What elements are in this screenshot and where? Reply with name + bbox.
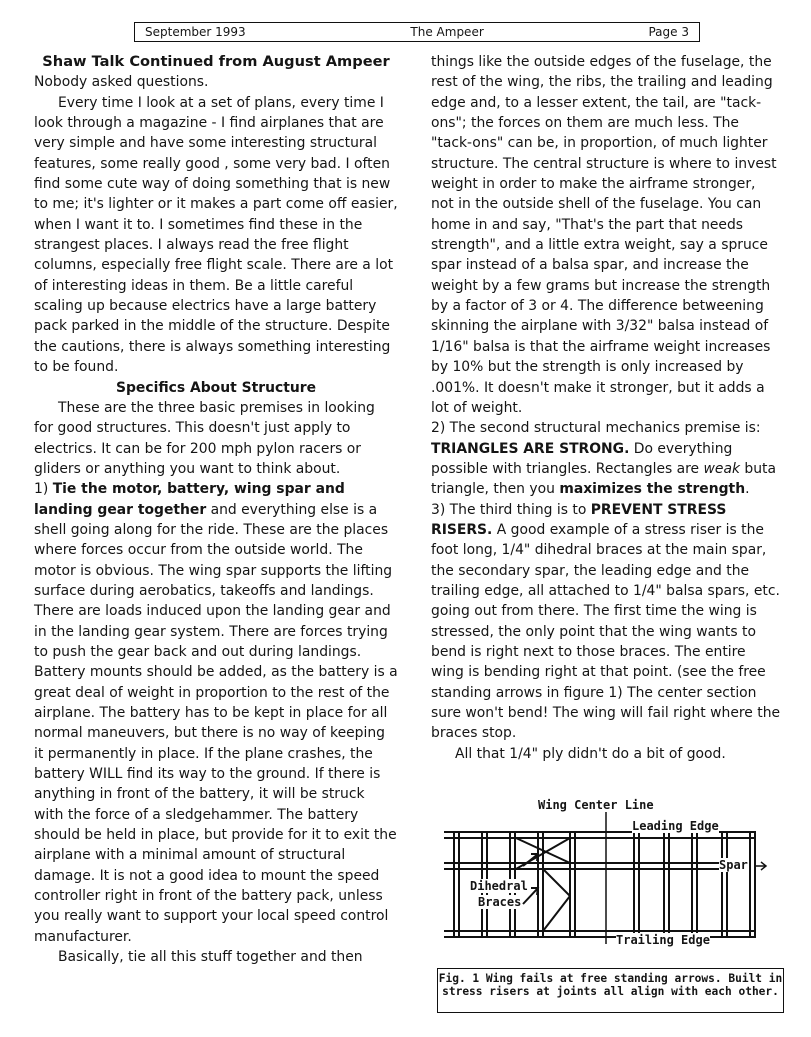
paragraph: 2) The second structural mechanics premise is: TRIANGLES ARE STRONG. Do everything possible with triangles. Rectangles are weak buta triangle, then you maximizes the strength.: [431, 420, 776, 498]
bold-text: maximizes the strength: [559, 481, 746, 498]
spar-label: Spar: [719, 858, 748, 872]
left-column: [34, 52, 398, 967]
wing-structure-figure: [438, 796, 784, 956]
header-title: The Ampeer: [410, 25, 484, 39]
paragraph: Basically, tie all this stuff together and then: [58, 949, 363, 966]
bold-text: PREVENT STRESS RISERS.: [431, 501, 727, 538]
trailing-edge-label: Trailing Edge: [616, 933, 710, 947]
bold-text: Tie the motor, battery, wing spar and landing gear together: [34, 481, 345, 518]
paragraph: All that 1/4" ply didn't do a bit of good.: [455, 745, 726, 762]
braces-label: Braces: [478, 895, 522, 909]
italic-text: weak: [703, 460, 740, 477]
wing-diagram: [438, 796, 784, 956]
page-header: [134, 22, 700, 42]
section-heading: Specifics About Structure: [115, 379, 317, 396]
paragraph: 1) Tie the motor, battery, wing spar and landing gear together and everything else is a shell going along for the ride. These are the places where forces occur from the outside world. The motor is obvious. The wing spar supports the lifting surface during aerobatics, takeoffs and landings. There are loads induced upon the landing gear and in the landing gear system. There are forces trying to push the gear back and out during landings. Battery mounts should be added, as the battery is a great deal of weight in proportion to the rest of the airplane. The battery has to be kept in place for all normal maneuvers, but there is no way of keeping it permanently in place. If the plane crashes, the battery WILL find its way to the ground. If there is anything in front of the battery, it will be struck with the force of a sledgehammer. The battery should be held in place, but provide for it to exit the airplane with a minimal amount of structural damage. It is not a good idea to mount the speed controller right in front of the battery pack, unless you really want to support your local speed control manufacturer.: [34, 481, 398, 945]
paragraph: These are the three basic premises in looking for good structures. This doesn't just apply to electrics. It can be for 200 mph pylon racers or gliders or anything you want to think about.: [34, 399, 375, 477]
article-heading: Shaw Talk Continued from August Ampeer: [42, 53, 390, 70]
wing-center-line-label: Wing Center Line: [538, 798, 654, 812]
bold-text: TRIANGLES ARE STRONG.: [431, 440, 630, 457]
paragraph: things like the outside edges of the fuselage, the rest of the wing, the ribs, the trailing and leading edge and, to a lesser extent, the tail, are "tack-ons"; the forces on them are much less. The "tack-ons" can be, in proportion, of much lighter structure. The central structure is where to invest weight in order to make the airframe stronger, not in the outside shell of the fuselage. You can home in and say, "That's the part that needs strength", and a little extra weight, say a spruce spar instead of a balsa spar, and increase the weight by a few grams but increase the strength by a factor of 3 or 4. The difference betweening skinning the airplane with 3/32" balsa instead of 1/16" balsa is that the airframe weight increases by 10% but the strength is only increased by .001%. It doesn't make it stronger, but it adds a lot of weight.: [431, 54, 777, 416]
dihedral-label: Dihedral: [470, 879, 528, 893]
paragraph: Every time I look at a set of plans, every time I look through a magazine - I find airplanes that are very simple and have some interesting structural features, some really good , some very bad. I often find some cute way of doing something that is new to me; it's lighter or it makes a part come off easier, when I want it to. I sometimes find these in the strangest places. I always read the free flight columns, especially free flight scale. There are a lot of interesting ideas in them. Be a little careful scaling up because electrics have a large battery pack parked in the middle of the structure. Despite the cautions, there is always something interesting to be found.: [34, 94, 398, 376]
paragraph: 3) The third thing is to PREVENT STRESS RISERS. A good example of a stress riser is the foot long, 1/4" dihedral braces at the main spar, the secondary spar, the leading edge and the trailing edge, all attached to 1/4" balsa spars, etc. going out from there. The first time the wing is stressed, the only point that the wing wants to bend is right next to those braces. The entire wing is bending right at that point. (see the free standing arrows in figure 1) The center section sure won't bend! The wing will fail right where the braces stop.: [431, 501, 781, 742]
figure-caption: Fig. 1 Wing fails at free standing arrows. Built in stress risers at joints all align with each other.: [437, 968, 784, 1013]
header-page: Page 3: [648, 25, 689, 39]
right-column: [431, 52, 781, 764]
paragraph: Nobody asked questions.: [34, 74, 209, 91]
leading-edge-label: Leading Edge: [632, 819, 719, 833]
header-date: September 1993: [145, 25, 246, 39]
